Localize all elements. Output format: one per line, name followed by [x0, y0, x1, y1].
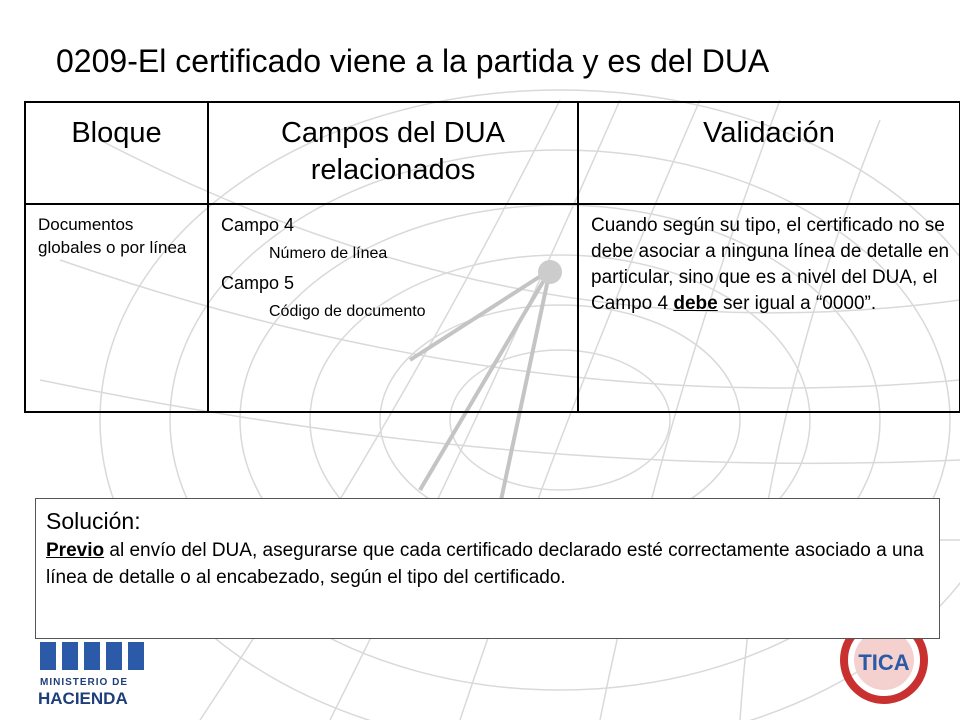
table-header-row	[25, 102, 960, 204]
validation-table	[24, 101, 960, 413]
header-campos-label: Campos del DUA relacionados	[280, 117, 506, 186]
header-bloque-label: Bloque	[71, 117, 162, 149]
cell-campos	[208, 204, 578, 412]
campo4-description: Número de línea	[269, 245, 388, 262]
ministerio-hacienda-logo	[38, 640, 148, 710]
validacion-emphasis: debe	[673, 293, 718, 314]
cell-bloque: Documentos globales o por línea	[25, 204, 208, 412]
validacion-text-post: ser igual a “0000”.	[717, 293, 877, 314]
header-validacion	[578, 102, 960, 204]
header-bloque	[25, 102, 208, 204]
header-validacion-label: Validación	[703, 117, 835, 149]
cell-validacion	[578, 204, 960, 412]
logo-left-line1: MINISTERIO DE	[40, 677, 129, 688]
solution-body: al envío del DUA, asegurarse que cada certificado declarado esté correctamente asociado a una línea de detalle o al encabezado, según el tipo del certificado.	[46, 540, 924, 588]
campo5-description: Código de documento	[269, 303, 426, 320]
logo-right-text: TICA	[858, 650, 910, 675]
solution-heading: Solución:	[46, 508, 141, 534]
header-campos	[208, 102, 578, 204]
solution-emphasis: Previo	[46, 540, 105, 561]
validacion-text-pre: Cuando según su tipo, el certificado no se debe asociar a ninguna línea de detalle en particular, sino que es a nivel del DUA, el Campo 4	[591, 215, 950, 314]
logo-left-line2: HACIENDA	[38, 689, 128, 708]
campo5-label: Campo 5	[221, 273, 295, 293]
page-title: 0209-El certificado viene a la partida y es del DUA	[56, 43, 770, 79]
table-row	[25, 204, 960, 412]
campo4-label: Campo 4	[221, 215, 295, 235]
solution-text	[46, 537, 929, 591]
solution-box	[35, 498, 940, 639]
